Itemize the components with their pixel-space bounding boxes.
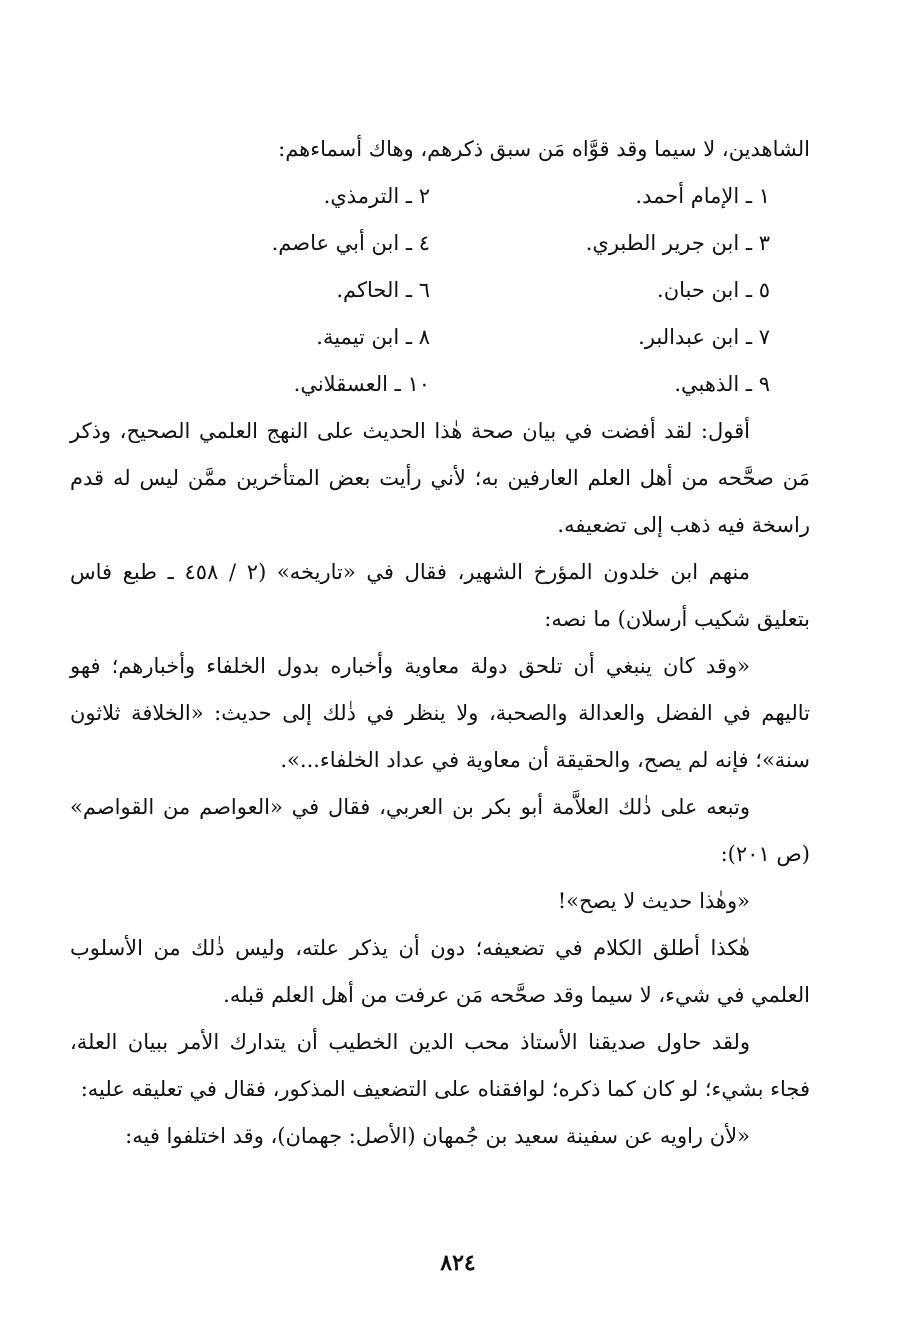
page-number: ٨٢٤ bbox=[440, 1250, 476, 1276]
narrator-item: ٩ ـ الذهبي. bbox=[674, 372, 770, 396]
narrator-item: ٧ ـ ابن عبدالبر. bbox=[638, 325, 770, 349]
narrator-item: ٢ ـ الترمذي. bbox=[323, 184, 430, 208]
paragraph-criticism: هٰكذا أطلق الكلام في تضعيفه؛ دون أن يذكر علته، وليس ذٰلك من الأسلوب العلمي في شيء، لا سيما وقد صحَّحه مَن عرفت من أهل العلم قبله. bbox=[70, 936, 810, 1007]
narrator-item: ٣ ـ ابن جرير الطبري. bbox=[585, 231, 770, 255]
paragraph-ibn-khaldun: منهم ابن خلدون المؤرخ الشهير، فقال في «تاريخه» (٢ / ٤٥٨ ـ طبع فاس بتعليق شكيب أرسلان) ما نصه: bbox=[70, 560, 810, 631]
narrator-item: ٤ ـ ابن أبي عاصم. bbox=[271, 231, 430, 255]
narrator-item: ١٠ ـ العسقلاني. bbox=[293, 372, 430, 396]
paragraph-author-note: أقول: لقد أفضت في بيان صحة هٰذا الحديث على النهج العلمي الصحيح، وذكر مَن صحَّحه من أهل العلم العارفين به؛ لأني رأيت بعض المتأخرين ممَّن ليس له قدم راسخة فيه ذهب إلى تضعيفه. bbox=[70, 419, 810, 537]
quote-ibn-arabi: «وهٰذا حديث لا يصح»! bbox=[557, 889, 750, 913]
paragraph-intro: الشاهدين، لا سيما وقد قوَّاه مَن سبق ذكرهم، وهاك أسماءهم: bbox=[278, 137, 810, 161]
paragraph-khatib: ولقد حاول صديقنا الأستاذ محب الدين الخطيب أن يتدارك الأمر ببيان العلة، فجاء بشيء؛ لو كان كما ذكره؛ لوافقناه على التضعيف المذكور، فقال في تعليقه عليه: bbox=[70, 1030, 810, 1101]
quote-khatib: «لأن راويه عن سفينة سعيد بن جُمهان (الأصل: جهمان)، وقد اختلفوا فيه: bbox=[125, 1124, 750, 1148]
narrator-item: ٨ ـ ابن تيمية. bbox=[316, 325, 430, 349]
narrator-item: ٦ ـ الحاكم. bbox=[336, 278, 430, 302]
page-body bbox=[70, 126, 810, 1160]
quote-ibn-khaldun: «وقد كان ينبغي أن تلحق دولة معاوية وأخباره بدول الخلفاء وأخبارهم؛ فهو تاليهم في الفضل والعدالة والصحبة، ولا ينظر في ذٰلك إلى حديث: «الخلافة ثلاثون سنة»؛ فإنه لم يصح، والحقيقة أن معاوية في عداد الخلفاء...». bbox=[70, 654, 810, 772]
narrators-list bbox=[70, 173, 810, 408]
narrator-item: ٥ ـ ابن حبان. bbox=[657, 278, 770, 302]
narrator-item: ١ ـ الإمام أحمد. bbox=[635, 184, 770, 208]
paragraph-ibn-arabi: وتبعه على ذٰلك العلاَّمة أبو بكر بن العربي، فقال في «العواصم من القواصم» (ص ٢٠١): bbox=[70, 795, 810, 866]
